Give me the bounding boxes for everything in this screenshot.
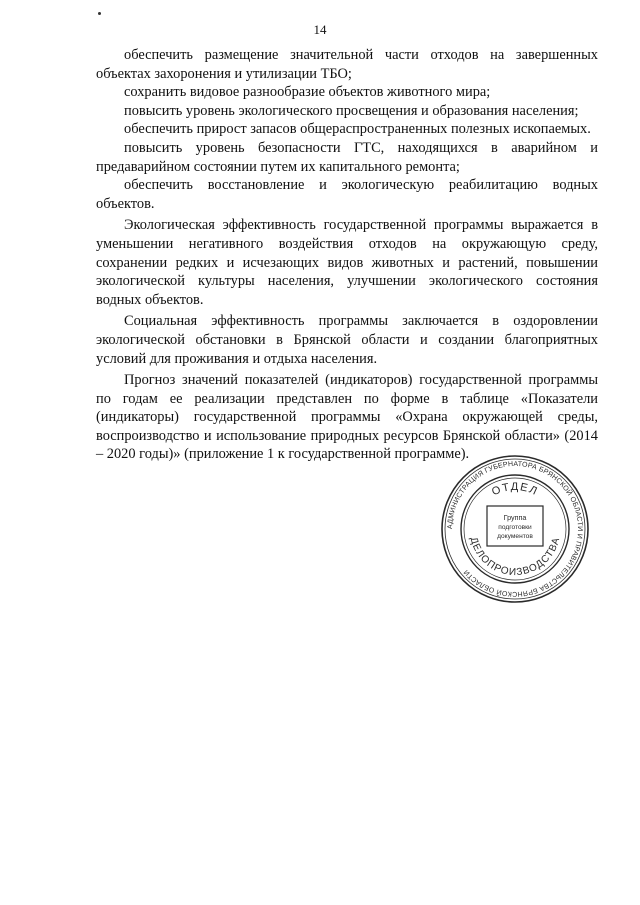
stamp-outer-text: АДМИНИСТРАЦИЯ ГУБЕРНАТОРА БРЯНСКОЙ ОБЛАСТИ И ПРАВИТЕЛЬСТВА БРЯНСКОЙ ОБЛАСТИ (446, 460, 584, 598)
paragraph: повысить уровень безопасности ГТС, находящихся в аварийном и предаварийном состоянии путем их капитального ремонта; (96, 139, 598, 175)
stamp-center-line: Группа (503, 513, 527, 522)
paragraph: Социальная эффективность программы заключается в оздоровлении экологической обстановки в Брянской области и создании благоприятных условий для проживания и отдыха населения. (96, 313, 598, 367)
paragraph: обеспечить прирост запасов общераспространенных полезных ископаемых. (124, 121, 591, 138)
scan-dot (98, 12, 101, 15)
stamp-department: ОТДЕЛ (490, 480, 541, 499)
paragraph: сохранить видовое разнообразие объектов животного мира; (124, 84, 491, 101)
paragraph: Экологическая эффективность государственной программы выражается в уменьшении негативного воздействия отходов на окружающую среду, сохранении редких и исчезающих видов животных и растений, повышении экологической культуры населения, улучшении экологического состояния водных объектов. (96, 217, 598, 308)
svg-text:ОТДЕЛ (490, 481, 540, 498)
paragraph: Прогноз значений показателей (индикаторов) государственной программы по годам ее реализации представлен по форме в таблице «Показатели (индикаторы) государственной программы «Охрана окружающей среды, воспроизводство и использование природных ресурсов Брянской области» (2014 – 2020 годы)» (приложение 1 к государственной программе). (96, 372, 598, 463)
stamp-division: ДЕЛОПРОИЗВОДСТВА (467, 535, 563, 579)
stamp-center-line: подготовки (498, 524, 532, 531)
stamp-center-line: документов (497, 533, 533, 540)
official-stamp (440, 454, 590, 604)
paragraph: обеспечить размещение значительной части отходов на завершенных объектах захоронения и утилизации ТБО; (96, 47, 598, 82)
paragraph: повысить уровень экологического просвещения и образования населения; (124, 102, 579, 119)
page-number: 14 (313, 22, 327, 37)
body-text (96, 46, 598, 464)
paragraph: обеспечить восстановление и экологическую реабилитацию водных объектов. (96, 177, 598, 212)
